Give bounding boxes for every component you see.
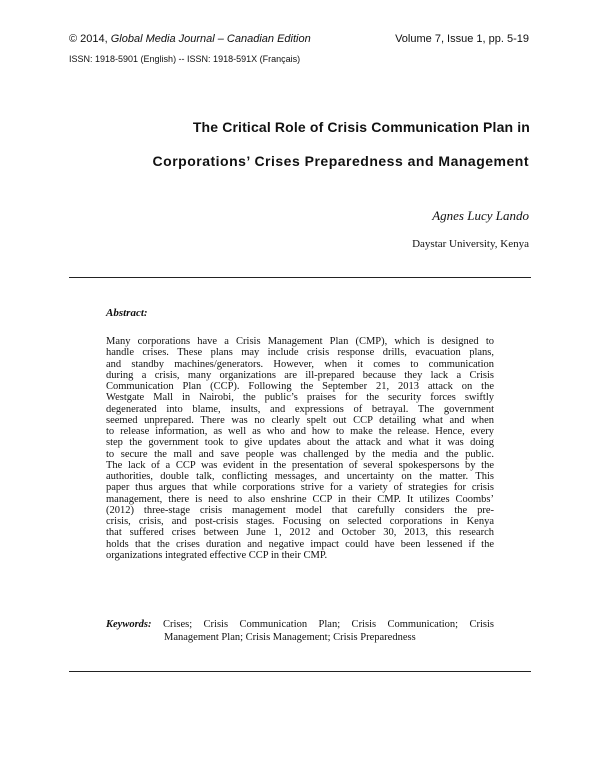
abstract-line: The lack of a CCP was evident in the presentation of several spokespersons by the	[106, 459, 494, 471]
author-name: Agnes Lucy Lando	[432, 208, 529, 223]
paper-title-line-1: The Critical Role of Crisis Communication Plan in	[192, 119, 530, 135]
abstract-line: step the government took to give updates about the attack and what it was doing	[106, 437, 494, 449]
bottom-divider	[69, 671, 531, 672]
author-affiliation: Daystar University, Kenya	[412, 238, 529, 250]
abstract-line: holds that the crises duration and negative impact could have been lessened if the	[106, 538, 494, 550]
abstract-line: (2012) three-stage crisis management model that carefully considers the pre-	[106, 504, 494, 516]
abstract-line: to secure the mall and save people was challenged by the media and the public.	[106, 448, 494, 460]
volume-issue: Volume 7, Issue 1, pp. 5-19	[395, 33, 529, 45]
abstract-line: Westgate Mall in Nairobi, the public’s praises for the security forces swiftly	[106, 392, 494, 404]
issn-line: ISSN: 1918-5901 (English) -- ISSN: 1918-591X (Français)	[69, 54, 301, 64]
abstract-line: crisis, crisis, and post-crisis stages. Focusing on selected corporations in Kenya	[106, 516, 494, 527]
paper-title-line-2: Corporations’ Crises Preparedness and Management	[152, 153, 529, 169]
abstract-line: to release information, as well as who and how to make the release. Hence, every	[106, 426, 494, 437]
keywords-block	[106, 618, 494, 644]
abstract-line: Communication Plan (CCP). Following the September 21, 2013 attack on the	[106, 381, 494, 392]
journal-header-left	[69, 33, 311, 45]
abstract-line: and standby machines/generators. However, when it comes to communication	[106, 358, 494, 370]
abstract-line: authorities, double talk, conflicting messages, and uncertainty on the matter. This	[106, 471, 494, 482]
abstract-line: handle crises. These plans may include crisis response drills, evacuation plans,	[106, 347, 494, 359]
keywords-text-1: Crises; Crisis Communication Plan; Crisis Communication; Crisis	[162, 619, 495, 630]
keywords-line-1	[106, 618, 494, 631]
abstract-body	[106, 336, 494, 561]
copyright-text: © 2014,	[69, 33, 111, 45]
abstract-line: management, there is need to also enshrine CCP in their CMP. It utilizes Coombs’	[106, 493, 494, 505]
abstract-line: that suffered crises between June 1, 2012 and October 30, 2013, this research	[106, 527, 494, 539]
top-divider	[69, 277, 531, 278]
abstract-line: Many corporations have a Crisis Management Plan (CMP), which is designed to	[106, 336, 494, 347]
abstract-label: Abstract:	[106, 307, 148, 319]
abstract-line: seemed unprepared. There was no clearly spelt out CCP detailing what and when	[106, 414, 494, 426]
abstract-line: during a crisis, many organizations are ill-prepared because they lack a Crisis	[106, 369, 494, 381]
keywords-text-2: Management Plan; Crisis Management; Crisis Preparedness	[164, 632, 416, 643]
journal-name: Global Media Journal – Canadian Edition	[110, 33, 311, 45]
abstract-line: paper thus argues that while corporations strive for a variety of strategies for crisis	[106, 482, 494, 494]
abstract-line: degenerated into blame, insults, and expressions of betrayal. The government	[106, 403, 494, 415]
keywords-label: Keywords:	[106, 619, 152, 630]
abstract-line: organizations integrated effective CCP in their CMP.	[106, 549, 328, 561]
